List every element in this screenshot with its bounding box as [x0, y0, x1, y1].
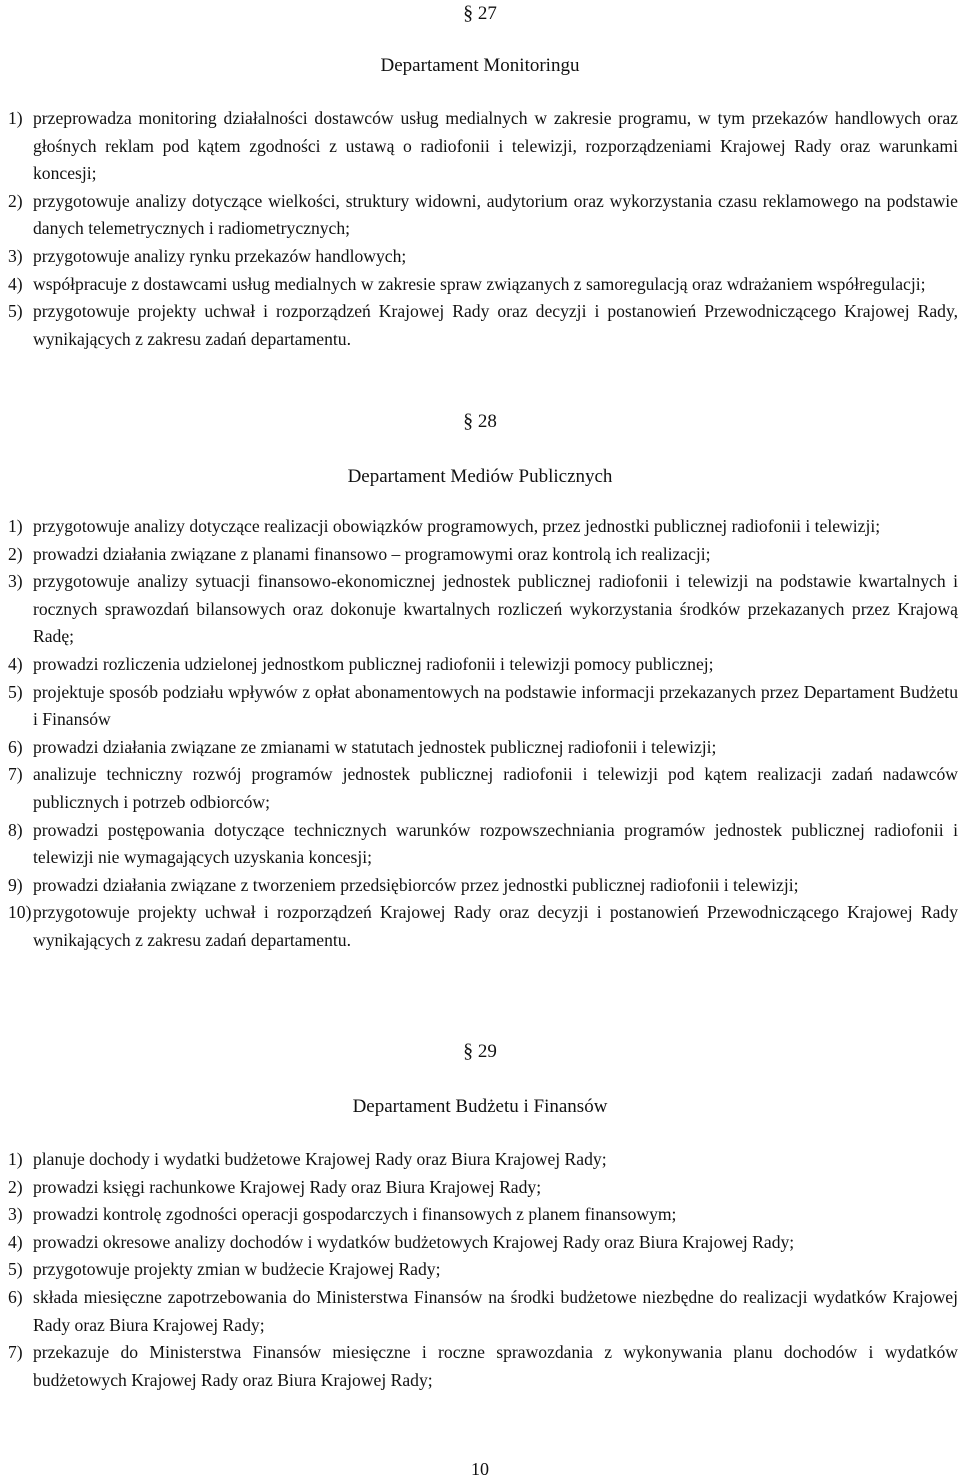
section-28-list [8, 513, 958, 955]
list-item: 1) przeprowadza monitoring działalności dostawców usług medialnych w zakresie programu, w tym przekazów handlowych oraz głośnych reklam pod kątem zgodności z ustawą o radiofonii i telewizji, rozporządzeniami Krajowej Rady oraz warunkami koncesji; [8, 108, 958, 184]
list-item: 7) analizuje techniczny rozwój programów jednostek publicznej radiofonii i telewizji pod kątem realizacji zadań nadawców publicznych i potrzeb odbiorców; [8, 764, 958, 812]
list-item: 2) prowadzi księgi rachunkowe Krajowej Rady oraz Biura Krajowej Rady; [8, 1176, 542, 1197]
list-item: 8) prowadzi postępowania dotyczące technicznych warunków rozpowszechniania programów jednostek publicznej radiofonii i telewizji nie wymagających uzyskania koncesji; [8, 819, 958, 868]
list-item: 3) prowadzi kontrolę zgodności operacji gospodarczych i finansowych z planem finansowym; [8, 1204, 677, 1225]
section-number: 28 [477, 411, 497, 432]
section-number: 29 [477, 1041, 497, 1062]
list-item: 4) prowadzi okresowe analizy dochodów i wydatków budżetowych Krajowej Rady oraz Biura Krajowej Rady; [8, 1231, 795, 1252]
section-28-title: Departament Mediów Publicznych [347, 466, 613, 487]
list-item: 1) przygotowuje analizy dotyczące realizacji obowiązków programowych, przez jednostki publicznej radiofonii i telewizji; [8, 516, 881, 536]
section-27-heading [0, 2, 960, 25]
section-symbol: § [463, 410, 474, 432]
list-item: 4) współpracuje z dostawcami usług medialnych w zakresie spraw związanych z samoregulacją oraz wdrażaniem współregulacji; [8, 273, 926, 294]
list-item: 5) przygotowuje projekty zmian w budżecie Krajowej Rady; [8, 1259, 441, 1280]
section-29-list [8, 1146, 958, 1394]
list-item: 6) składa miesięczne zapotrzebowania do Ministerstwa Finansów na środki budżetowe niezbędne do realizacji wydatków Krajowej Rady oraz Biura Krajowej Rady; [8, 1286, 958, 1335]
list-item: 5) przygotowuje projekty uchwał i rozporządzeń Krajowej Rady oraz decyzji i postanowień Przewodniczącego Krajowej Rady, wynikających z zakresu zadań departamentu. [8, 301, 958, 349]
list-item: 2) przygotowuje analizy dotyczące wielkości, struktury widowni, audytorium oraz wykorzystania czasu reklamowego na podstawie danych telemetrycznych i radiometrycznych; [8, 190, 958, 239]
list-item: 9) prowadzi działania związane z tworzeniem przedsiębiorców przez jednostki publicznej radiofonii i telewizji; [8, 874, 799, 895]
section-symbol: § [463, 1040, 474, 1062]
section-29-title: Departament Budżetu i Finansów [352, 1096, 608, 1117]
section-28-heading [0, 410, 960, 433]
list-item: 10) przygotowuje projekty uchwał i rozporządzeń Krajowej Rady oraz decyzji i postanowień Przewodniczącego Krajowej Rady wynikających z zakresu zadań departamentu. [8, 902, 958, 950]
list-item: 1) planuje dochody i wydatki budżetowe Krajowej Rady oraz Biura Krajowej Rady; [8, 1149, 607, 1169]
list-item: 7) przekazuje do Ministerstwa Finansów miesięczne i roczne sprawozdania z wykonywania planu dochodów i wydatków budżetowych Krajowej Rady oraz Biura Krajowej Rady; [8, 1342, 958, 1390]
list-item: 6) prowadzi działania związane ze zmianami w statutach jednostek publicznej radiofonii i telewizji; [8, 736, 717, 757]
list-item: 4) prowadzi rozliczenia udzielonej jednostkom publicznej radiofonii i telewizji pomocy publicznej; [8, 653, 714, 674]
section-29-heading [0, 1040, 960, 1063]
section-number: 27 [477, 3, 497, 24]
list-item: 5) projektuje sposób podziału wpływów z opłat abonamentowych na podstawie informacji przekazanych przez Departament Budżetu i Finansów [8, 681, 958, 730]
page-number: 10 [471, 1459, 489, 1479]
list-item: 2) prowadzi działania związane z planami finansowo – programowymi oraz kontrolą ich realizacji; [8, 543, 711, 564]
section-27-list [8, 105, 958, 353]
section-symbol: § [463, 2, 474, 24]
list-item: 3) przygotowuje analizy sytuacji finansowo-ekonomicznej jednostek publicznej radiofonii i telewizji na podstawie kwartalnych i rocznych sprawozdań bilansowych oraz dokonuje kwartalnych rozliczeń wykorzystania środków przekazanych przez Krajową Radę; [8, 571, 958, 647]
section-27-title: Departament Monitoringu [380, 55, 580, 76]
list-item: 3) przygotowuje analizy rynku przekazów handlowych; [8, 245, 407, 266]
